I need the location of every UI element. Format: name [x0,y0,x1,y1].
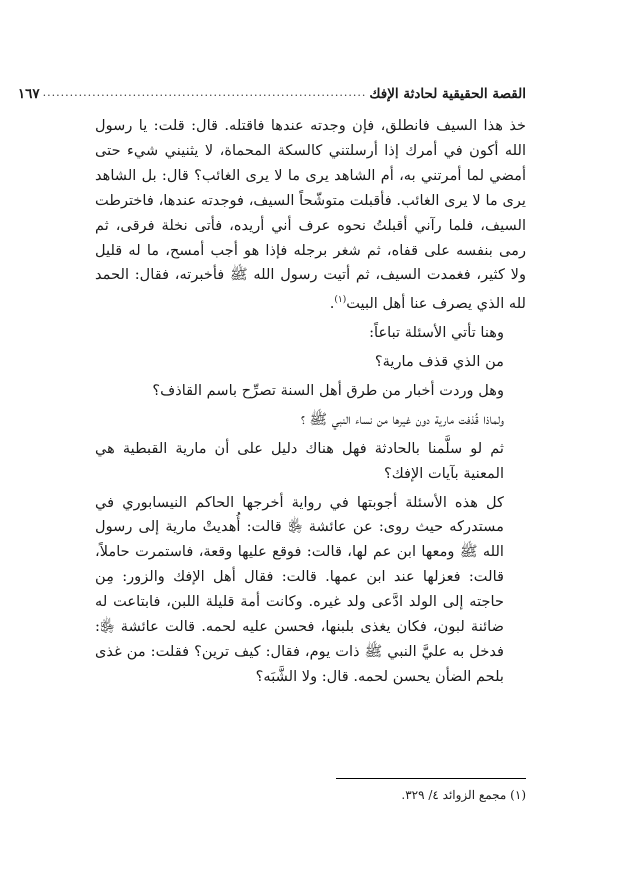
page-number: ١٦٧ [17,86,40,102]
header-title: القصة الحقيقية لحادثة الإفك [369,86,526,102]
footnote-separator [336,778,526,779]
paragraph-1-text: خذ هذا السيف فانطلق، فإن وجدته عندها فاقتله. قال: قلت: يا رسول الله أكون في أمرك إذا أرسلتني كالسكة المحماة، لا يثنيني شيء حتى أمضي لما أمرتني به، أم الشاهد يرى ما لا يرى الغائب؟ قال: بل الشاهد يرى ما لا يرى الغائب. فأقبلت متوشّحاً السيف، فوجدته عندها، فاخترطت السيف، فلما رآني أقبلتُ نحوه عرف أني أريده، فأتى نخلة فرقى، ثم رمى بنفسه على قفاه، ثم شغر برجله فإذا هو أجب أمسح، ما له قليل ولا كثير، فغمدت السيف، ثم أتيت رسول الله ﷺ فأخبرته، فقال: الحمد لله الذي يصرف عنا أهل البيت [95,117,526,313]
question-3: ولماذا قُذفت مارية دون غيرها من نساء النبي ﷺ ؟ [300,410,504,428]
header-dot-leader: ........................................................................ [42,86,367,99]
footnote: (١) مجمع الزوائد ٤/ ٣٢٩. [401,788,526,802]
paragraph-answer: كل هذه الأسئلة أجوبتها في رواية أخرجها الحاكم النيسابوري في مستدركه حيث روى: عن عائشة ﵂ قالت: أُهديتْ مارية إلى رسول الله ﷺ ومعها ابن عم لها، قالت: فوقع عليها وقعة، فاستمرت حاملاً، قالت: فعزلها عند ابن عمها. قالت: فقال أهل الإفك والزور: مِن حاجته إلى الولد ادَّعى ولد غيره. وكانت أمة قليلة اللبن، فابتاعت له ضائنة لبون، فكان يغذى بلبنها، فحسن عليه لحمه. قالت عائشة ﵂: فدخل به عليَّ النبي ﷺ ذات يوم، فقال: كيف ترين؟ فقلت: من غذى بلحم الضأن يحسن لحمه. قال: ولا الشَّبَه؟ [95,493,504,685]
running-header [17,78,526,102]
paragraph-2: وهنا تأتي الأسئلة تباعاً: [369,324,504,342]
page-body [95,114,526,690]
paragraph-1: خذ هذا السيف فانطلق، فإن وجدته عندها فاقتله. قال: قلت: يا رسول الله أكون في أمرك إذا أرسلتني كالسكة المحماة، لا يثنيني شيء حتى أمضي لما أمرتني به، أم الشاهد يرى ما لا يرى الغائب؟ قال: بل الشاهد يرى ما لا يرى الغائب. فأقبلت متوشّحاً السيف، فوجدته عندها، فاخترطت السيف، فلما رآني أقبلتُ نحوه عرف أني أريده، فأتى نخلة فرقى، ثم رمى بنفسه على قفاه، ثم شغر برجله فإذا هو أجب أمسح، ما له قليل ولا كثير، فغمدت السيف، ثم أتيت رسول الله ﷺ فأخبرته، فقال: الحمد لله الذي يصرف عنا أهل البيت$^{(١)}$. [95,117,526,313]
question-2: وهل وردت أخبار من طرق أهل السنة تصرِّح باسم القاذف؟ [152,381,504,399]
question-1: من الذي قذف مارية؟ [374,353,504,371]
question-4: ثم لو سلَّمنا بالحادثة فهل هناك دليل على أن مارية القبطية هي المعنية بآيات الإفك؟ [95,439,504,482]
footnote-marker: (١) [334,295,347,306]
